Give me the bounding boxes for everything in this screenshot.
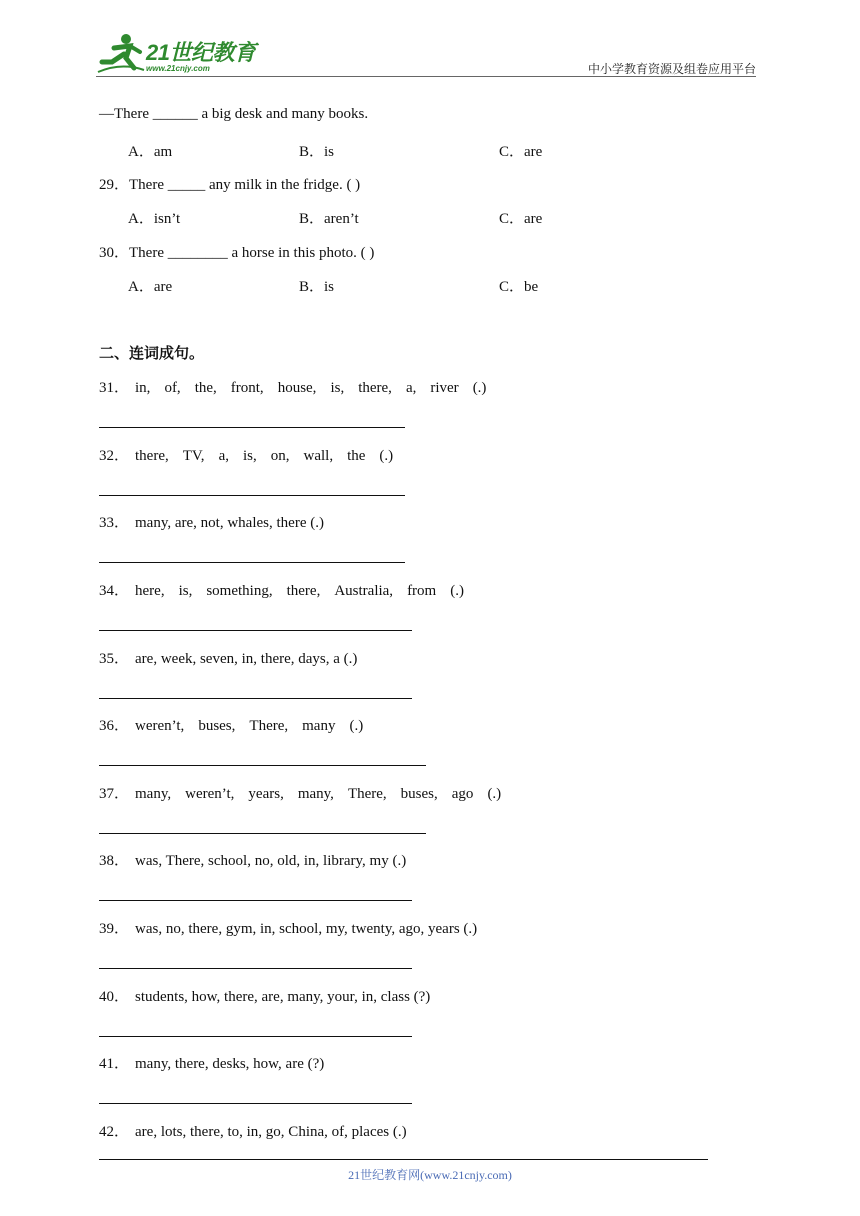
word-token: a, (218, 448, 229, 464)
word-token: is, (330, 380, 345, 396)
word-token: TV, (182, 448, 205, 464)
question-item (99, 1120, 407, 1141)
word-token: is, (178, 583, 193, 599)
word-token: house, (277, 380, 317, 396)
option-b: B．is (299, 144, 335, 160)
option-a: A．are (128, 279, 173, 295)
answer-line[interactable] (99, 968, 412, 969)
word-token: here, (135, 583, 165, 599)
question-item (99, 376, 500, 397)
question-item (99, 579, 478, 600)
question-number: 32． (99, 448, 130, 464)
question-number: 42． (99, 1124, 130, 1140)
question-number: 33． (99, 515, 130, 531)
question-words: are, lots, there, to, in, go, China, of, places (.) (135, 1124, 407, 1140)
word-token: There, (249, 718, 289, 734)
question-item (99, 444, 407, 465)
word-token: ago (451, 786, 474, 802)
logo (96, 32, 256, 76)
option-b: B．is (299, 279, 335, 295)
question-30-stem: 30．There ________ a horse in this photo. ( ) (99, 245, 375, 261)
word-token: is, (242, 448, 257, 464)
answer-line[interactable] (99, 833, 426, 834)
answer-line[interactable] (99, 900, 412, 901)
question-words: many, there, desks, how, are (?) (135, 1056, 325, 1072)
word-token: there, (135, 448, 169, 464)
word-token: buses, (400, 786, 438, 802)
answer-line[interactable] (99, 427, 405, 428)
question-item (99, 917, 477, 938)
question-words: was, no, there, gym, in, school, my, twenty, ago, years (.) (135, 921, 478, 937)
footer-divider (99, 1159, 708, 1160)
question-number: 37． (99, 786, 130, 802)
question-item (99, 782, 515, 803)
question-29-stem: 29．There _____ any milk in the fridge. ( ) (99, 177, 361, 193)
option-c: C．are (499, 211, 543, 227)
word-token: the (347, 448, 366, 464)
word-token: a, (405, 380, 417, 396)
answer-line[interactable] (99, 562, 405, 563)
header-divider (96, 76, 756, 77)
word-token: many, (135, 786, 172, 802)
word-token: wall, (303, 448, 334, 464)
runner-logo-icon (96, 32, 146, 76)
word-token: from (407, 583, 437, 599)
answer-line[interactable] (99, 1036, 412, 1037)
answer-line[interactable] (99, 495, 405, 496)
logo-url: www.21cnjy.com (146, 64, 210, 73)
word-token: something, (206, 583, 273, 599)
question-words: students, how, there, are, many, your, in, class (?) (135, 989, 431, 1005)
logo-text: 21世纪教育 (146, 40, 256, 65)
word-token: years, (248, 786, 284, 802)
question-words: was, There, school, no, old, in, library, my (.) (135, 853, 407, 869)
question-item (99, 849, 406, 870)
word-token: front, (230, 380, 264, 396)
word-token: on, (270, 448, 290, 464)
answer-line[interactable] (99, 1103, 412, 1104)
word-token: (.) (379, 448, 394, 464)
word-token: the, (194, 380, 217, 396)
word-token: many, (297, 786, 334, 802)
question-words: are, week, seven, in, there, days, a (.) (135, 651, 358, 667)
word-token: (.) (349, 718, 364, 734)
answer-line[interactable] (99, 630, 412, 631)
option-c: C．are (499, 144, 543, 160)
question-number: 40． (99, 989, 130, 1005)
word-token: river (430, 380, 459, 396)
option-c: C．be (499, 279, 539, 295)
word-token: (.) (472, 380, 487, 396)
word-token: many (302, 718, 336, 734)
word-token: there, (358, 380, 392, 396)
question-number: 34． (99, 583, 130, 599)
question-item (99, 714, 377, 735)
question-number: 36． (99, 718, 130, 734)
section-title: 二、连词成句。 (99, 344, 205, 362)
option-a: A．am (128, 144, 173, 160)
word-token: Australia, (334, 583, 394, 599)
word-token: weren’t, (185, 786, 235, 802)
answer-line[interactable] (99, 765, 426, 766)
question-number: 41． (99, 1056, 130, 1072)
word-token: (.) (487, 786, 502, 802)
word-token: of, (164, 380, 181, 396)
option-a: A．isn’t (128, 211, 181, 227)
question-item (99, 1052, 324, 1073)
question-number: 35． (99, 651, 130, 667)
question-item (99, 647, 357, 668)
footer-text: 21世纪教育网(www.21cnjy.com) (348, 1168, 512, 1182)
question-number: 31． (99, 380, 130, 396)
word-token: buses, (198, 718, 236, 734)
answer-line[interactable] (99, 698, 412, 699)
question-item (99, 985, 430, 1006)
question-number: 38． (99, 853, 130, 869)
header-platform-text: 中小学教育资源及组卷应用平台 (587, 62, 756, 76)
question-item (99, 511, 324, 532)
question-number: 39． (99, 921, 130, 937)
option-b: B．aren’t (299, 211, 359, 227)
word-token: there, (286, 583, 321, 599)
word-token: (.) (450, 583, 464, 599)
question-words: many, are, not, whales, there (.) (135, 515, 324, 531)
word-token: weren’t, (135, 718, 185, 734)
question-stem: —There ______ a big desk and many books. (99, 106, 369, 122)
word-token: There, (347, 786, 387, 802)
page-header (96, 32, 756, 78)
word-token: in, (135, 380, 151, 396)
